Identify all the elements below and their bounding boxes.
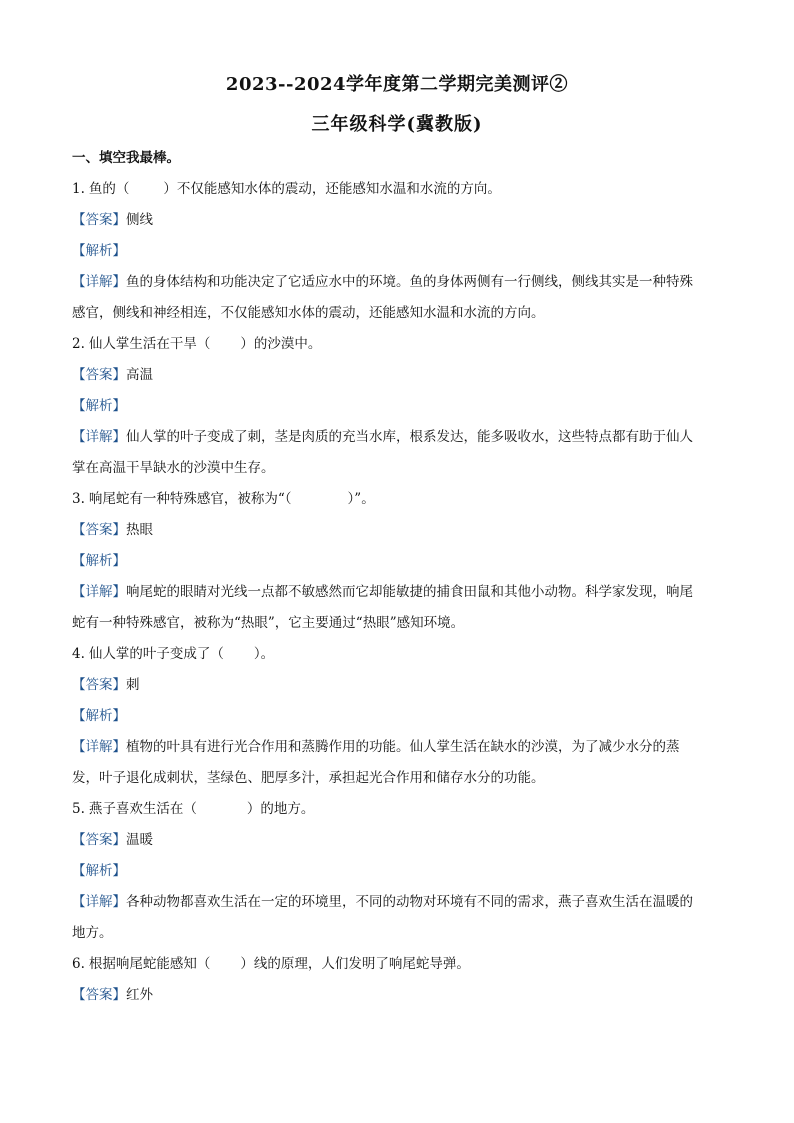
detail-text: 仙人掌的叶子变成了刺，茎是肉质的充当水库，根系发达，能多吸收水，这些特点都有助于仙人 [126, 429, 693, 445]
detail-line: 掌在高温干旱缺水的沙漠中生存。 [72, 460, 275, 476]
analysis-label: 【解析】 [72, 553, 126, 569]
question-text-pre: 响尾蛇有一种特殊感官，被称为“（ [88, 491, 292, 507]
detail-line [72, 582, 722, 613]
analysis-row [72, 706, 722, 737]
question-text-post: ）。 [253, 646, 275, 662]
detail-label: 【详解】 [72, 584, 126, 600]
question-number: 6. [72, 956, 85, 972]
detail-line: 地方。 [72, 925, 113, 941]
detail-paragraph [72, 737, 722, 799]
question-3 [72, 489, 722, 520]
detail-text: 鱼的身体结构和功能决定了它适应水中的环境。鱼的身体两侧有一行侧线，侧线其实是一种特殊 [126, 274, 693, 290]
answer-value: 热眼 [126, 522, 153, 538]
question-number: 1. [72, 181, 85, 197]
question-text-post: ）”。 [347, 491, 375, 507]
question-2 [72, 334, 722, 365]
detail-line [72, 427, 722, 458]
question-number: 4. [72, 646, 85, 662]
document-subtitle: 三年级科学(冀教版) [311, 114, 483, 135]
question-number: 5. [72, 801, 85, 817]
question-1 [72, 179, 722, 210]
question-text-pre: 仙人掌生活在干旱（ [88, 336, 211, 352]
question-number: 3. [72, 491, 85, 507]
answer-label: 【答案】 [72, 677, 126, 693]
detail-paragraph [72, 892, 722, 954]
question-4 [72, 644, 722, 675]
answer-row [72, 985, 722, 1016]
analysis-row [72, 396, 722, 427]
answer-label: 【答案】 [72, 832, 126, 848]
detail-line: 发，叶子退化成刺状，茎绿色、肥厚多汁，承担起光合作用和储存水分的功能。 [72, 770, 545, 786]
detail-paragraph [72, 427, 722, 489]
answer-row [72, 675, 722, 706]
detail-label: 【详解】 [72, 894, 126, 910]
answer-row [72, 210, 722, 241]
analysis-label: 【解析】 [72, 243, 126, 259]
detail-paragraph [72, 272, 722, 334]
answer-value: 高温 [126, 367, 153, 383]
detail-line [72, 892, 722, 923]
detail-line [72, 272, 722, 303]
detail-paragraph [72, 582, 722, 644]
analysis-row [72, 551, 722, 582]
detail-label: 【详解】 [72, 739, 126, 755]
question-text-post: ）的地方。 [246, 801, 315, 817]
answer-row [72, 830, 722, 861]
answer-row [72, 520, 722, 551]
detail-text: 各种动物都喜欢生活在一定的环境里，不同的动物对环境有不同的需求，燕子喜欢生活在温暖的 [126, 894, 693, 910]
answer-row [72, 365, 722, 396]
question-text-pre: 仙人掌的叶子变成了（ [88, 646, 224, 662]
question-text-post: ）的沙漠中。 [240, 336, 322, 352]
analysis-row [72, 241, 722, 272]
question-number: 2. [72, 336, 85, 352]
detail-label: 【详解】 [72, 429, 126, 445]
question-text-pre: 燕子喜欢生活在（ [88, 801, 197, 817]
answer-label: 【答案】 [72, 987, 126, 1003]
question-text-post: ）不仅能感知水体的震动，还能感知水温和水流的方向。 [163, 181, 501, 197]
answer-label: 【答案】 [72, 522, 126, 538]
question-5 [72, 799, 722, 830]
question-text-pre: 鱼的（ [88, 181, 130, 197]
detail-line [72, 737, 722, 768]
analysis-row [72, 861, 722, 892]
answer-label: 【答案】 [72, 367, 126, 383]
question-text-post: ）线的原理，人们发明了响尾蛇导弹。 [240, 956, 470, 972]
detail-label: 【详解】 [72, 274, 126, 290]
detail-line: 感官，侧线和神经相连，不仅能感知水体的震动，还能感知水温和水流的方向。 [72, 305, 545, 321]
analysis-label: 【解析】 [72, 398, 126, 414]
question-6 [72, 954, 722, 985]
section-heading: 一、填空我最棒。 [72, 150, 180, 166]
analysis-label: 【解析】 [72, 708, 126, 724]
detail-text: 响尾蛇的眼睛对光线一点都不敏感然而它却能敏捷的捕食田鼠和其他小动物。科学家发现，响尾 [126, 584, 693, 600]
document-body [72, 148, 722, 1016]
answer-value: 侧线 [126, 212, 153, 228]
answer-value: 红外 [126, 987, 153, 1003]
analysis-label: 【解析】 [72, 863, 126, 879]
detail-text: 植物的叶具有进行光合作用和蒸腾作用的功能。仙人掌生活在缺水的沙漠，为了减少水分的蒸 [126, 739, 680, 755]
answer-label: 【答案】 [72, 212, 126, 228]
detail-line: 蛇有一种特殊感官，被称为“热眼”，它主要通过“热眼”感知环境。 [72, 615, 465, 631]
answer-value: 温暖 [126, 832, 153, 848]
question-text-pre: 根据响尾蛇能感知（ [88, 956, 211, 972]
document-title: 2023--2024学年度第二学期完美测评② [225, 74, 569, 95]
answer-value: 刺 [126, 677, 140, 693]
